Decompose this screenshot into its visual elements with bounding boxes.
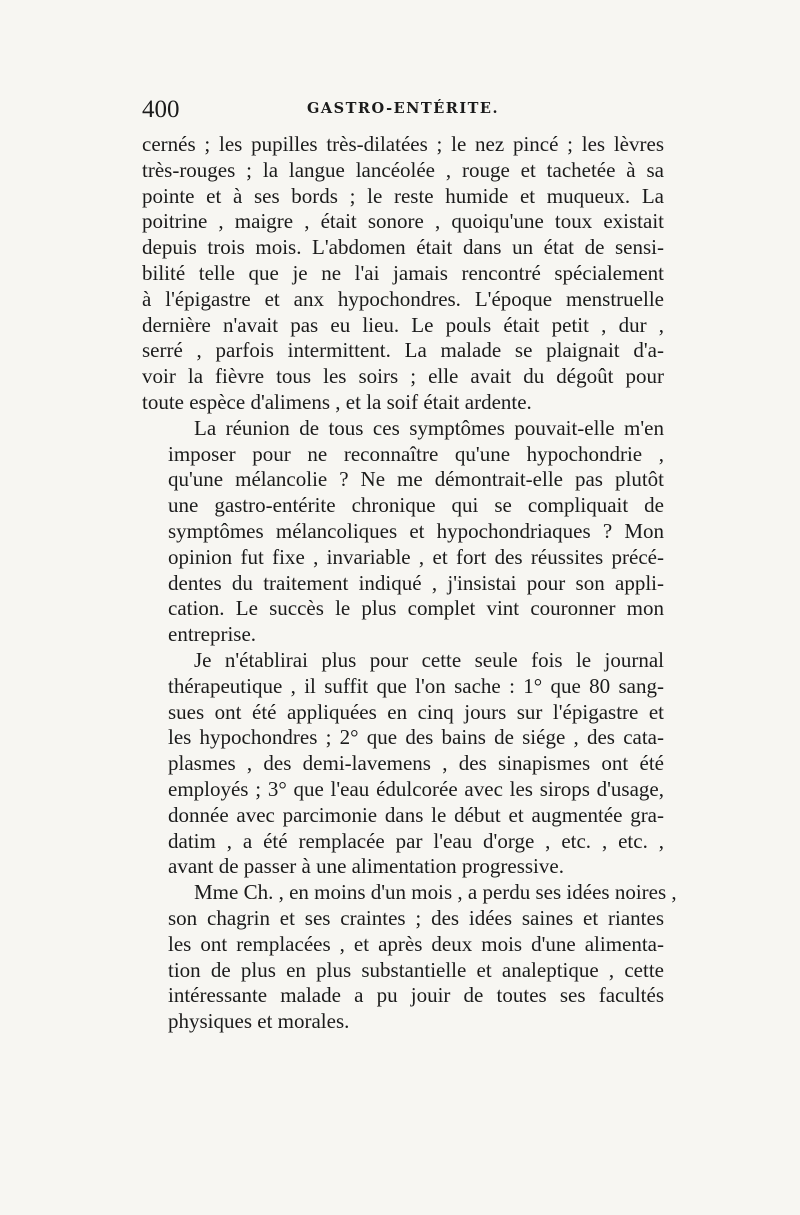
text-line: les ont remplacées , et après deux mois d'une alimenta- bbox=[168, 931, 664, 956]
text-line: employés ; 3° que l'eau édulcorée avec les sirops d'usage, bbox=[168, 776, 664, 801]
text-line: voir la fièvre tous les soirs ; elle avait du dégoût pour bbox=[142, 364, 664, 389]
text-line: avant de passer à une alimentation progressive. bbox=[168, 854, 564, 879]
text-line: opinion fut fixe , invariable , et fort des réussites précé- bbox=[168, 544, 664, 569]
text-line: plasmes , des demi-lavemens , des sinapismes ont été bbox=[168, 751, 664, 776]
text-line: dentes du traitement indiqué , j'insistai pour son appli- bbox=[168, 570, 664, 595]
text-line: poitrine , maigre , était sonore , quoiqu'une toux existait bbox=[142, 209, 664, 234]
body-text bbox=[142, 132, 677, 1035]
text-line: son chagrin et ses craintes ; des idées saines et riantes bbox=[168, 905, 664, 930]
text-line: cernés ; les pupilles très-dilatées ; le nez pincé ; les lèvres bbox=[142, 132, 664, 156]
text-line: La réunion de tous ces symptômes pouvait-elle m'en bbox=[194, 415, 664, 440]
text-line: entreprise. bbox=[168, 622, 257, 647]
paragraph bbox=[142, 880, 677, 1035]
text-line: bilité telle que je ne l'ai jamais rencontré spécialement bbox=[142, 260, 664, 285]
text-line: symptômes mélancoliques et hypochondriaques ? Mon bbox=[168, 518, 664, 543]
text-line: sues ont été appliquées en cinq jours sur l'épigastre et bbox=[168, 699, 664, 724]
text-line: cation. Le succès le plus complet vint couronner mon bbox=[168, 596, 664, 621]
text-line: serré , parfois intermittent. La malade se plaignait d'a- bbox=[142, 338, 664, 363]
text-line: très-rouges ; la langue lancéolée , rouge et tachetée à sa bbox=[142, 157, 664, 182]
paragraph bbox=[142, 416, 664, 648]
text-line: pointe et à ses bords ; le reste humide et muqueux. La bbox=[142, 183, 664, 208]
text-line: datim , a été remplacée par l'eau d'orge , etc. , etc. , bbox=[168, 828, 664, 853]
text-line: toute espèce d'alimens , et la soif était ardente. bbox=[142, 389, 532, 414]
text-line: depuis trois mois. L'abdomen était dans un état de sensi- bbox=[142, 235, 664, 260]
text-line: thérapeutique , il suffit que l'on sache : 1° que 80 sang- bbox=[168, 673, 664, 698]
text-line: donnée avec parcimonie dans le début et augmentée gra- bbox=[168, 802, 664, 827]
text-line: Je n'établirai plus pour cette seule fois le journal bbox=[194, 647, 664, 672]
text-line: intéressante malade a pu jouir de toutes ses facultés bbox=[168, 983, 664, 1008]
text-line: imposer pour ne reconnaître qu'une hypochondrie , bbox=[168, 441, 664, 466]
text-line: physiques et morales. bbox=[168, 1009, 350, 1034]
page-number: 400 bbox=[142, 96, 180, 123]
paragraph bbox=[142, 132, 664, 416]
text-line: les hypochondres ; 2° que des bains de siége , des cata- bbox=[168, 725, 664, 750]
text-line: tion de plus en plus substantielle et analeptique , cette bbox=[168, 957, 664, 982]
page-header bbox=[142, 96, 664, 126]
paragraph bbox=[142, 648, 664, 880]
text-line: une gastro-entérite chronique qui se compliquait de bbox=[168, 493, 664, 518]
text-line: Mme Ch. , en moins d'un mois , a perdu ses idées noires , bbox=[194, 880, 677, 905]
text-line: qu'une mélancolie ? Ne me démontrait-elle pas plutôt bbox=[168, 467, 664, 492]
text-line: à l'épigastre et anx hypochondres. L'époque menstruelle bbox=[142, 286, 664, 311]
running-title: GASTRO-ENTÉRITE. bbox=[307, 100, 499, 117]
text-line: dernière n'avait pas eu lieu. Le pouls était petit , dur , bbox=[142, 312, 664, 337]
